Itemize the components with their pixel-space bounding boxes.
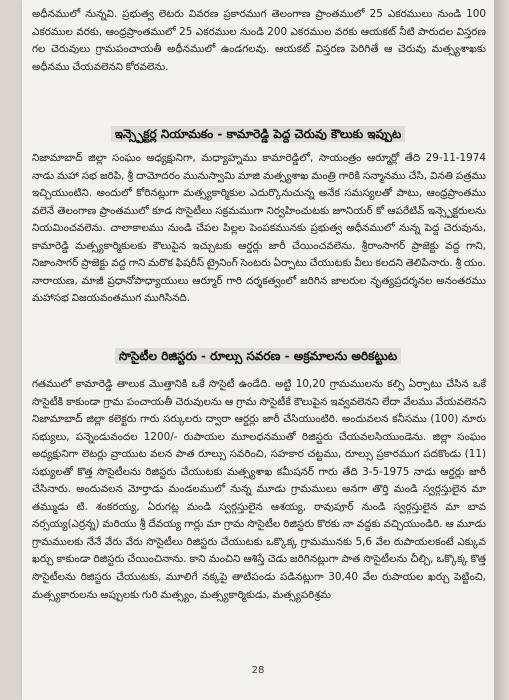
heading-societies-text: సొసైటీల రిజిస్టరు - రూల్సు సవరణ - అక్రమాలను అరికట్టుట xyxy=(115,348,401,364)
paragraph-societies: గతములో కామారెడ్డి తాలుక మొత్తానికి ఒకే సొసైటీ ఉండేది. అట్టి 10,20 గ్రామములను కల్పి ఏర్పాటు చేసిన ఒకే సొసైటీకి కాకుండా గ్రామ పంచాయతీ చెరువులను ఆ గ్రామ సొసైటీకే కౌలుపైన ఇవ్వవలెనని లేదా వేలము వేయవలెనని నిజామాబాద్ జిల్లా కలెక్టరు గారు సర్కులరు ద్వారా ఆర్డర్లు జారీ చేసియుంటిరి. అందువలన కనీసము (100) నూరు సభ్యులు, పన్నెండువందల 1200/- రుపాయల మూలధనముతో రిజిస్టరు చేయవలసియుండెను. జిల్లా సంఘం అధ్యక్షునిగా లెటర్లు వ్రాయుట వలన పాత రూల్సు సవరించి, సహకార చట్టము, రూల్సు ప్రకారముగ పదకొండు (11) సభ్యులతో కొత్త సొసైటీలను రిజిస్టరు చేయుటకు మత్స్యశాఖ కమీషనర్ గారు తేది 3-5-1975 నాడు ఆర్డర్లు జారీ చేసినారు. అందువలన మోర్తాడు మండలములో నున్న మూడు గ్రామములు అనగా తొర్తి మండి స్వర్గస్తులైన మా తమ్ముడు టి. శంకరయ్య, ఏరుగట్ల మండి స్వర్గస్తులైన ఆశయ్య, రావుపూర్ నుండి స్వర్గస్తులైన మా బావ నర్సయ్య(ఎర్రన్న) మరియు శ్రీ దేవయ్య గార్లు మా గ్రామ సొసైటీల రిజిస్టరు కొరకు నా వద్దకు వచ్చియుండిరి. ఆ మూడు గ్రామములకు నేనే వేరు వేరు సొసైటీలు రిజిస్టరు చేయుటకు ఒక్కొక్క గ్రామమునకు 5,6 వేల రుపాయలకంటే ఎక్కువ ఖర్చు కాకుండా రిజిస్టరు చేయించినాను. కాని మంచిని ఆశిస్తే చెడు జరిగినట్లుగా పాత సొసైటీలను చీల్చి, ఒక్కొక్క కొత్త సొసైటీలను రిజిస్టరు చేయుటకు, మూలిగే నక్కపై తాటిపండు పడినట్లుగా 30,40 వేల రుపాయల ఖర్చు పెట్టించి, మత్స్యకారులను అప్పులకు గురి మత్స్యం, మత్స్యకార్మికుడు, మత్స్యపరిశ్రమ xyxy=(32,378,486,601)
heading-inspector-appointment xyxy=(22,127,494,144)
heading-society-registration xyxy=(22,349,494,366)
paragraph-inspector: నిజామాబాద్ జిల్లా సంఘం అధ్యక్షునిగా, మధ్యాహ్నము కామారెడ్డిలో, సాయంత్రం ఆర్మూర్లో తేది 29-11-1974 నాడు మహా సభ జరిపి, శ్రీ దామోదరం మునుస్వామి మాజి మత్స్యశాఖ మంత్రి గారికి సన్మానము చేసి, వినతి పత్రము ఇచ్చియుంటిని. అందులో కోరినట్లుగా మత్స్యకార్మికుల ఎదుర్కొనుచున్న అనేక సమస్యలతో పాటు, ఆంధ్రప్రాంతము వలెనే తెలంగాణ ప్రాంతములో కూడ సొసైటీలు సక్రమముగా నిర్వహించుటకు జూనియర్ కో ఆపరేటివ్ ఇన్స్పెక్టరులను నియమించవలెను. చాలాకాలము నుండి చేపల పిల్లల పెంపకమునకు ప్రభుత్వ అధీనములో నున్న పెద్ద చెరువును, కామారెడ్డి మత్స్యకార్మికులకు కౌలుపైన ఇచ్చుటకు ఆర్డర్లు జారీ చేయించవలెను. శ్రీరాంసాగర్ ప్రాజెక్టు వద్ద గాని, నిజాంసాగర్ ప్రాజెక్టు వద్ద గాని మరొక ఫిషరీస్ ట్రైనింగ్ సెంటరు ఏర్పాటు చేయుటకు వీలు కలదని తెలిపినారు. శ్రీ యం. నారాయణ, మాజీ ప్రధానోపాధ్యాయులు ఆర్మూర్ గారి దర్శకత్వంలో జరిగిన జాలరుల నృత్యప్రదర్శనల అనంతరము మహాసభ విజయవంతముగ ముగిసినది. xyxy=(32,152,486,305)
heading-inspector-text: ఇన్స్పెక్టర్ల నియామకం - కామారెడ్డి పెద్ద చెరువు కౌలుకు ఇప్పుట xyxy=(111,126,406,142)
book-page xyxy=(22,0,494,700)
page-number: 28 xyxy=(251,665,265,676)
page-edge xyxy=(494,0,509,700)
paragraph-intro: అధీనములో నున్నవి. ప్రభుత్వ లెటరు వివరణ ప్రకారముగ తెలంగాణ ప్రాంతములో 25 ఎకరములు నుండి 100 ఎకరముల వరకు, ఆంధ్రప్రాంతములో 25 ఎకరముల నుండి 200 ఎకరముల వరకు ఆయకట్ నీటి పారుదల విస్తరణ గల చెరువులు గ్రామపంచాయతీ అధీనములో ఉండగలవు. ఆయకట్ విస్తరణ పెరిగితే ఆ చెరువు మత్స్యశాఖకు అధీనము చేయవలెనని కోరవలెను. xyxy=(32,8,486,73)
